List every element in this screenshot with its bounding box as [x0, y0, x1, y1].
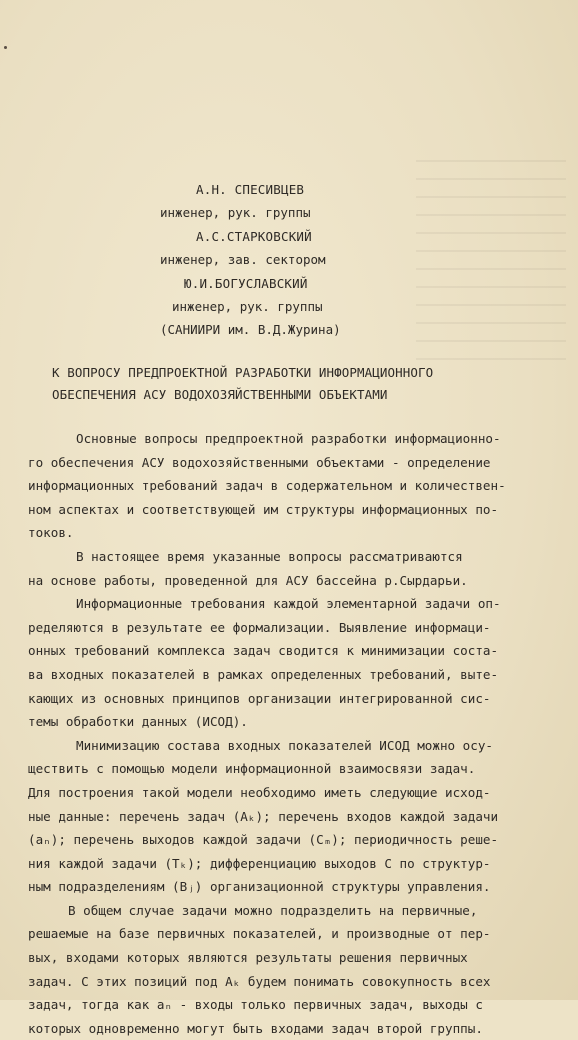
body-line: токов.: [28, 525, 74, 541]
body-line: ния каждой задачи (Tₖ); дифференциацию выходов C по структур-: [28, 855, 491, 871]
body-line: ределяются в результате ее формализации. Выявление информаци-: [28, 619, 491, 635]
body-line: В общем случае задачи можно подразделить на первичные,: [68, 902, 478, 918]
body-line: информационных требований задач в содержательном и количествен-: [28, 478, 506, 494]
body-line: ществить с помощью модели информационной взаимосвязи задач.: [28, 761, 476, 777]
body-line: Для построения такой модели необходимо иметь следующие исход-: [28, 784, 491, 800]
body-line: на основе работы, проведенной для АСУ бассейна р.Сырдарьи.: [28, 572, 468, 588]
body-line: (aₙ); перечень выходов каждой задачи (Cₘ); периодичность реше-: [28, 832, 499, 848]
title-line: К ВОПРОСУ ПРЕДПРОЕКТНОЙ РАЗРАБОТКИ ИНФОРМАЦИОННОГО: [52, 365, 434, 380]
author-position: инженер, рук. группы: [160, 205, 311, 221]
author-name: А.Н. СПЕСИВЦЕВ: [196, 182, 305, 197]
body-line: Информационные требования каждой элементарной задачи оп-: [76, 596, 501, 612]
article-title: [52, 362, 552, 406]
title-line: ОБЕСПЕЧЕНИЯ АСУ ВОДОХОЗЯЙСТВЕННЫМИ ОБЪЕКТАМИ: [52, 387, 388, 402]
author-name: Ю.И.БОГУСЛАВСКИЙ: [184, 275, 308, 291]
speck-mark: [4, 46, 7, 49]
author-position: инженер, рук. группы: [172, 299, 323, 315]
body-line: кающих из основных принципов организации интегрированной сис-: [28, 690, 491, 706]
body-line: онных требований комплекса задач сводится к минимизации соста-: [28, 643, 499, 659]
body-line: решаемые на базе первичных показателей, и производные от пер-: [28, 926, 491, 942]
body-line: го обеспечения АСУ водохозяйственными объектами - определение: [28, 454, 491, 470]
body-line: вых, входами которых являются результаты решения первичных: [28, 950, 468, 966]
body-line: Минимизацию состава входных показателей ИСОД можно осу-: [76, 737, 494, 753]
body-line: ные данные: перечень задач (Aₖ); перечень входов каждой задачи: [28, 808, 499, 824]
body-line: темы обработки данных (ИСОД).: [28, 714, 248, 730]
author-name: А.С.СТАРКОВСКИЙ: [196, 228, 312, 244]
author-position: инженер, зав. сектором: [160, 252, 326, 268]
author-affiliation: (САНИИРИ им. В.Д.Журина): [160, 322, 341, 338]
body-line: задач, тогда как aₙ - входы только первичных задач, выходы с: [28, 997, 483, 1013]
article-body: [28, 427, 568, 1040]
body-line: Основные вопросы предпроектной разработки информационно-: [76, 431, 501, 446]
body-line: ном аспектах и соответствующей им структуры информационных по-: [28, 501, 499, 517]
authors-block: [160, 178, 560, 342]
body-line: В настоящее время указанные вопросы рассматриваются: [76, 548, 463, 564]
body-line: задач. С этих позиций под Aₖ будем понимать совокупность всех: [28, 973, 491, 989]
body-line: которых одновременно могут быть входами задач второй группы.: [28, 1020, 483, 1036]
body-line: ва входных показателей в рамках определенных требований, выте-: [28, 666, 499, 682]
body-line: ным подразделениям (Bⱼ) организационной структуры управления.: [28, 879, 491, 895]
